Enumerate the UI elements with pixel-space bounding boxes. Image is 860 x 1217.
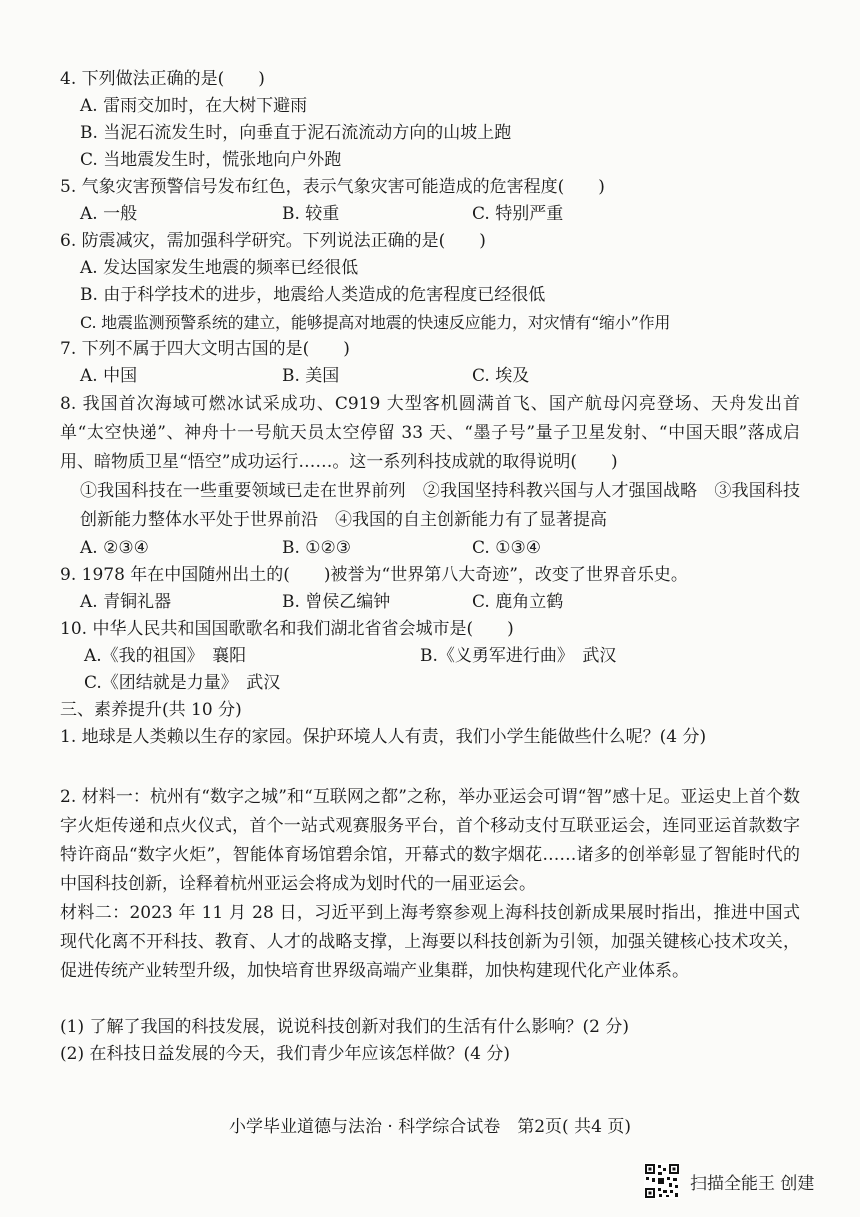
section-3-heading: 三、素养提升(共 10 分) bbox=[60, 700, 242, 720]
question-8-option-a: A. ②③④ bbox=[80, 538, 149, 558]
question-6-stem: 6. 防震减灾，需加强科学研究。下列说法正确的是( ) bbox=[60, 231, 486, 251]
question-4-option-c: C. 当地震发生时，慌张地向户外跑 bbox=[80, 150, 342, 170]
question-8-statements: ①我国科技在一些重要领域已走在世界前列 ②我国坚持科教兴国与人才强国战略 ③我国科技创新能力整体水平处于世界前沿 ④我国的自主创新能力有了显著提高 bbox=[80, 481, 800, 530]
question-9-stem: 9. 1978 年在中国随州出土的( )被誉为“世界第八大奇迹”，改变了世界音乐史。 bbox=[60, 565, 688, 585]
section-3-question-2-sub-1: (1) 了解了我国的科技发展，说说科技创新对我们的生活有什么影响？(2 分) bbox=[60, 1017, 629, 1037]
question-7-option-c: C. 埃及 bbox=[472, 366, 530, 386]
question-5-option-c: C. 特别严重 bbox=[472, 204, 564, 224]
question-8-option-c: C. ①③④ bbox=[472, 538, 541, 558]
question-8-option-b: B. ①②③ bbox=[282, 538, 352, 558]
question-7-option-a: A. 中国 bbox=[80, 366, 138, 386]
question-9-option-c: C. 鹿角立鹤 bbox=[472, 592, 564, 612]
question-4-option-b: B. 当泥石流发生时，向垂直于泥石流流动方向的山坡上跑 bbox=[80, 123, 512, 143]
question-6-option-a: A. 发达国家发生地震的频率已经很低 bbox=[80, 258, 359, 278]
section-3-question-2-sub-2: (2) 在科技日益发展的今天，我们青少年应该怎样做？(4 分) bbox=[60, 1044, 510, 1064]
question-10-option-a: A.《我的祖国》 襄阳 bbox=[84, 646, 247, 666]
question-4-stem: 4. 下列做法正确的是( ) bbox=[60, 69, 265, 89]
question-8-stem: 8. 我国首次海域可燃冰试采成功、C919 大型客机圆满首飞、国产航母闪亮登场、天舟发出首单“太空快递”、神舟十一号航天员太空停留 33 天、“墨子号”量子卫星发射、“中国天眼”落成启用、暗物质卫星“悟空”成功运行……。这一系列科技成就的取得说明( ) bbox=[60, 394, 800, 472]
question-7-stem: 7. 下列不属于四大文明古国的是( ) bbox=[60, 339, 350, 359]
section-3-question-2-material-1: 2. 材料一：杭州有“数字之城”和“互联网之都”之称，举办亚运会可谓“智”感十足。亚运史上首个数字火炬传递和点火仪式，首个一站式观赛服务平台，首个移动支付互联亚运会，连同亚运首款数字特许商品“数字火炬”，智能体育场馆碧余馆，开幕式的数字烟花……诸多的创举彰显了智能时代的中国科技创新，诠释着杭州亚运会将成为划时代的一届亚运会。 bbox=[60, 787, 800, 894]
question-6-option-c: C. 地震监测预警系统的建立，能够提高对地震的快速反应能力，对灾情有“缩小”作用 bbox=[80, 313, 671, 332]
qr-code-icon bbox=[644, 1163, 680, 1199]
section-3-question-1: 1. 地球是人类赖以生存的家园。保护环境人人有责，我们小学生能做些什么呢？(4 分) bbox=[60, 727, 707, 747]
question-9-option-a: A. 青铜礼器 bbox=[80, 592, 172, 612]
question-5-option-a: A. 一般 bbox=[80, 204, 138, 224]
watermark-text: 扫描全能王 创建 bbox=[690, 1173, 815, 1194]
question-4-option-a: A. 雷雨交加时，在大树下避雨 bbox=[80, 96, 308, 116]
question-5-option-b: B. 较重 bbox=[282, 204, 340, 224]
page-footer: 小学毕业道德与法治 · 科学综合试卷 第2页( 共4 页) bbox=[229, 1117, 631, 1137]
question-6-option-b: B. 由于科学技术的进步，地震给人类造成的危害程度已经很低 bbox=[80, 285, 546, 305]
question-9-option-b: B. 曾侯乙编钟 bbox=[282, 592, 391, 612]
question-10-option-b: B.《义勇军进行曲》 武汉 bbox=[420, 646, 617, 666]
question-10-stem: 10. 中华人民共和国国歌歌名和我们湖北省省会城市是( ) bbox=[60, 619, 514, 639]
scanner-watermark bbox=[644, 1163, 814, 1199]
question-7-option-b: B. 美国 bbox=[282, 366, 340, 386]
question-10-option-c: C.《团结就是力量》 武汉 bbox=[84, 673, 281, 693]
question-5-stem: 5. 气象灾害预警信号发布红色，表示气象灾害可能造成的危害程度( ) bbox=[60, 177, 605, 197]
section-3-question-2-material-2: 材料二：2023 年 11 月 28 日，习近平到上海考察参观上海科技创新成果展时指出，推进中国式现代化离不开科技、教育、人才的战略支撑，上海要以科技创新为引领，加强关键核心技术攻关，促进传统产业转型升级，加快培育世界级高端产业集群，加快构建现代化产业体系。 bbox=[60, 903, 800, 981]
